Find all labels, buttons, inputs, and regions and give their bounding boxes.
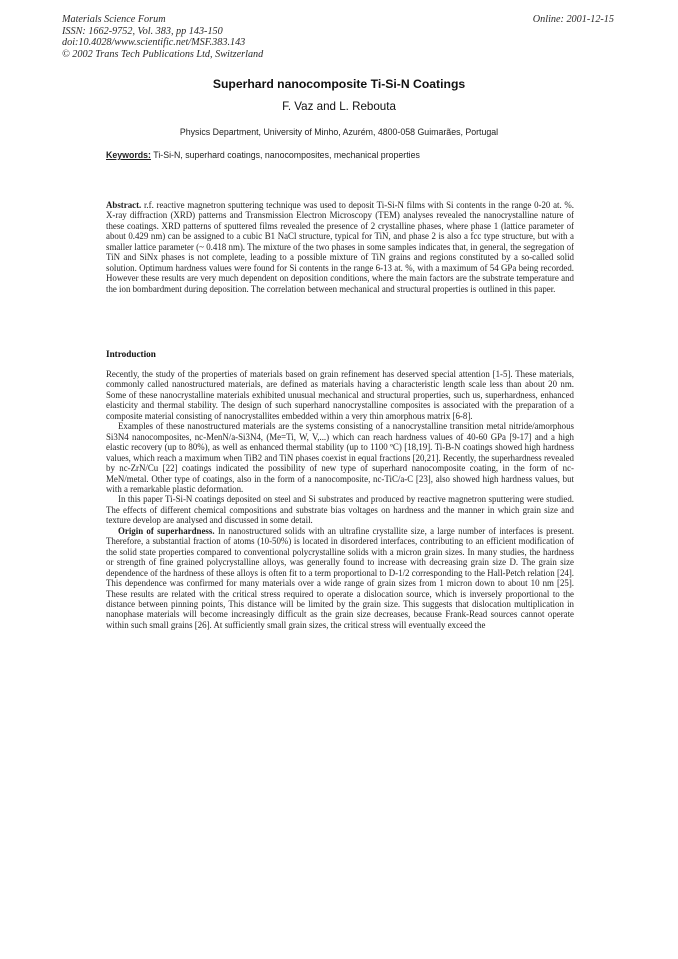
intro-paragraph-1: Recently, the study of the properties of materials based on grain refinement has deserved special attention [1-5]. These materials, commonly called nanostructured materials, are defined as materials having a characteristic length scale less than about 20 nm. Some of these nanocrystalline materials exhibited unusual mechanical and structural properties, such us, superhardness, enhanced elasticity and thermal stability. The design of such superhard nanocrystalline composites is associated with the preparation of a composite material consisting of nanocrystallites embedded within a very thin amorphous matrix [6-8]. <box>106 369 574 421</box>
intro-paragraph-2: Examples of these nanostructured materials are the systems consisting of a nanocrystalline transition metal nitride/amorphous Si3N4 nanocomposites, nc-MenN/a-Si3N4, (Me=Ti, W, V,...) which can reach hardness values of 40-60 GPa [9-17] and a high elastic recovery (up to 80%), as well as enhanced thermal stability (up to 1100 ºC) [18,19]. Ti-B-N coatings showed high hardness values, which reach a maximum when TiB2 and TiN phases coexist in equal fractions [20,21]. Recently, the superhardness revealed by nc-ZrN/Cu [22] coatings indicated the possibility of new type of superhard nanocomposite coating, in the form of nc-MeN/metal. Other type of coatings, also in the form of a nanocomposite, nc-TiC/a-C [23], also showed high hardness values, but with a remarkable plastic deformation. <box>106 421 574 494</box>
copyright-line: © 2002 Trans Tech Publications Ltd, Switzerland <box>62 48 264 60</box>
intro-paragraph-4 <box>106 526 574 631</box>
keywords-line <box>106 150 420 160</box>
superhardness-text: In nanostructured solids with an ultrafine crystallite size, a large number of interfaces is present. Therefore, a substantial fraction of atoms (10-50%) is located in disordered interfaces, contributing to an efficient modification of the solid state properties compared to conventional polycrystalline solids with a micron grain sizes. In many studies, the hardness or strength of fine grained polycrystalline alloys, was generally found to increase with decreasing grain size D. The grain size dependence of the hardness of these alloys is often fit to a term proportional to D-1/2 corresponding to the Hall-Petch relation [24]. This dependence was confirmed for many materials over a wide range of grain sizes from 1 micron down to about 10 nm [25]. These results are related with the critical stress required to operate a dislocation source, which is inversely proportional to the distance between pinning points, This distance will be limited by the grain size. This suggests that dislocation multiplication in nanophase materials will become increasingly difficult as the grain size decreases, because Frank-Read sources cannot operate within such small grains [26]. At sufficiently small grain sizes, the critical stress will eventually exceed the <box>106 525 574 630</box>
keywords-label: Keywords: <box>106 150 151 160</box>
superhardness-label: Origin of superhardness. <box>118 525 215 536</box>
paper-title: Superhard nanocomposite Ti-Si-N Coatings <box>212 77 466 91</box>
intro-paragraph-3: In this paper Ti-Si-N coatings deposited on steel and Si substrates and produced by reactive magnetron sputtering were studied. The effects of different chemical compositions and substrate bias voltages on hardness and the manner in which grain size and texture develop are analysed and discussed in some detail. <box>106 494 574 526</box>
online-date: Online: 2001-12-15 <box>532 14 614 25</box>
paper-authors: F. Vaz and L. Rebouta <box>282 100 396 113</box>
introduction-heading: Introduction <box>106 349 156 359</box>
issn-line: ISSN: 1662-9752, Vol. 383, pp 143-150 <box>62 25 223 37</box>
abstract-block <box>106 200 574 294</box>
abstract-label: Abstract. <box>106 200 142 210</box>
keywords-text: Ti-Si-N, superhard coatings, nanocomposites, mechanical properties <box>153 150 420 160</box>
journal-header <box>62 14 442 60</box>
journal-name: Materials Science Forum <box>62 14 166 25</box>
doi-line: doi:10.4028/www.scientific.net/MSF.383.143 <box>62 37 246 49</box>
abstract-text: r.f. reactive magnetron sputtering technique was used to deposit Ti-Si-N films with Si contents in the range 0-20 at. %. X-ray diffraction (XRD) patterns and Transmission Electron Microscopy (TEM) analyses revealed the nanocrystalline nature of these coatings. XRD patterns of sputtered films revealed the presence of 2 crystalline phases, where phase 1 (lattice parameter of about 0.429 nm) can be assigned to a cubic B1 NaCl structure, typical for TiN, and phase 2 is also a fcc type structure, but with a smaller lattice parameter (~ 0.418 nm). The mixture of the two phases in some samples indicates that, in general, the segregation of TiN and SiNx phases is not complete, leading to a possible mixture of TiN grains and regions constituted by a so-called solid solution. Optimum hardness values were found for Si contents in the range 6-13 at. %, with a maximum of 54 GPa being recorded. However these results are very much dependent on deposition conditions, where the main factors are the substrate temperature and the ion bombardment during deposition. The correlation between mechanical and structural properties is outlined in this paper. <box>106 200 575 294</box>
paper-affiliation: Physics Department, University of Minho, Azurém, 4800-058 Guimarães, Portugal <box>179 127 499 137</box>
introduction-body <box>106 369 574 630</box>
